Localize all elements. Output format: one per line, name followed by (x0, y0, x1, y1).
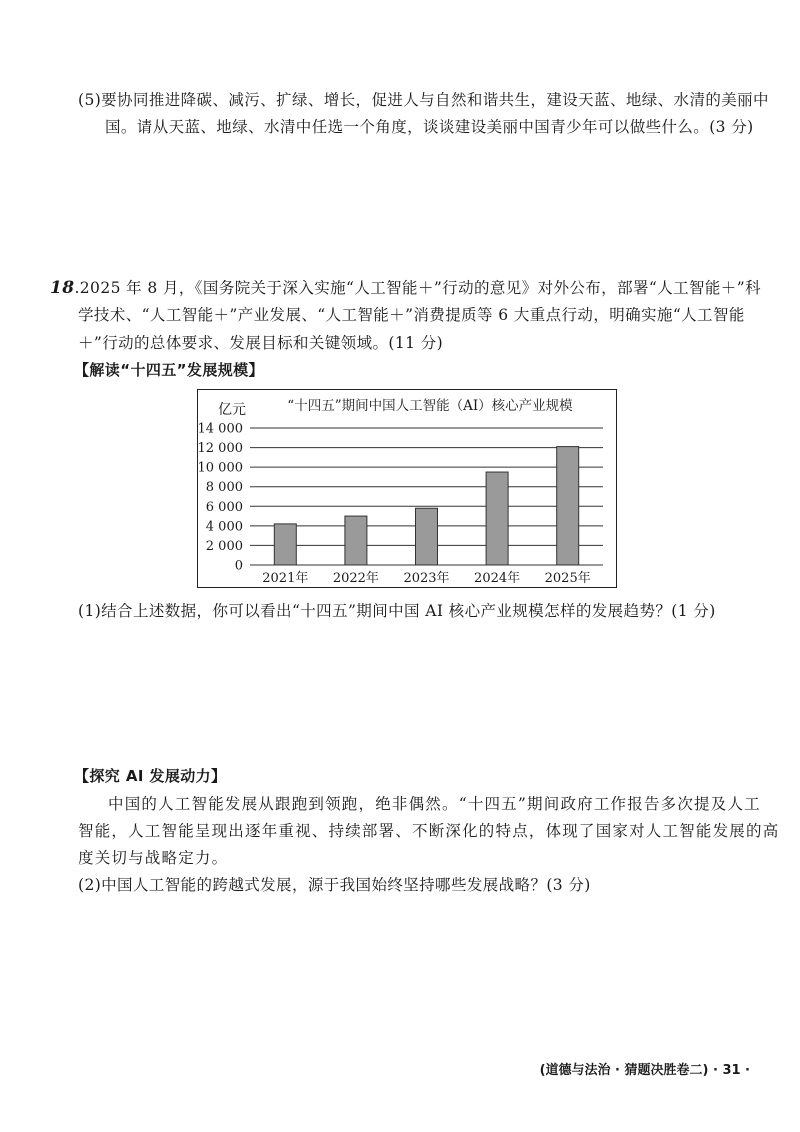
bar (416, 508, 438, 565)
page-footer: (道德与法治 · 猜题决胜卷二) · 31 · (539, 1063, 750, 1078)
chart-canvas (198, 390, 618, 589)
y-tick-label: 2 000 (205, 538, 243, 554)
y-tick-label: 6 000 (205, 499, 243, 515)
y-tick-label: 10 000 (198, 460, 243, 476)
question-number: 18 (50, 278, 75, 298)
section-heading-ai-driving-force: 【探究 AI 发展动力】 (74, 767, 227, 785)
sub-question-2: (2)中国人工智能的跨越式发展，源于我国始终坚持哪些发展战略？(3 分) (78, 876, 591, 894)
q18-line3: ＋”行动的总体要求、发展目标和关键领域。(11 分) (78, 334, 444, 352)
bar (274, 524, 296, 565)
x-tick-label: 2024年 (474, 571, 521, 586)
ai-industry-bar-chart (197, 389, 617, 588)
paragraph-line3: 度关切与战略定力。 (78, 849, 229, 867)
q18-line1 (50, 277, 761, 299)
section-heading-development-scale: 【解读“十四五”发展规模】 (74, 361, 264, 379)
x-tick-label: 2022年 (332, 571, 379, 586)
y-tick-label: 8 000 (205, 480, 243, 496)
q18-line1-text: .2025 年 8 月，《国务院关于深入实施“人工智能＋”行动的意见》对外公布，部署“人工智能＋”科 (74, 279, 761, 297)
bar (345, 516, 367, 565)
paragraph-line2: 智能，人工智能呈现出逐年重视、持续部署、不断深化的特点，体现了国家对人工智能发展的高 (78, 822, 780, 840)
y-axis-label: 亿元 (218, 402, 246, 418)
chart-title: “十四五”期间中国人工智能（AI）核心产业规模 (287, 398, 573, 414)
q18-line2: 学技术、“人工智能＋”产业发展、“人工智能＋”消费提质等 6 大重点行动，明确实施“人工智能 (78, 306, 745, 324)
sub-question-1: (1)结合上述数据，你可以看出“十四五”期间中国 AI 核心产业规模怎样的发展趋势？(1 分) (78, 602, 716, 620)
x-tick-label: 2023年 (403, 571, 450, 586)
y-tick-label: 14 000 (198, 421, 243, 437)
bar (486, 472, 508, 565)
q17-5-line2: 国。请从天蓝、地绿、水清中任选一个角度，谈谈建设美丽中国青少年可以做些什么。(3 分) (105, 118, 754, 136)
y-tick-label: 4 000 (205, 519, 243, 535)
x-tick-label: 2021年 (262, 571, 309, 586)
y-tick-label: 0 (234, 558, 243, 574)
y-tick-label: 12 000 (198, 441, 243, 457)
q17-5-line1: (5)要协同推进降碳、减污、扩绿、增长，促进人与自然和谐共生，建设天蓝、地绿、水清的美丽中 (78, 91, 769, 109)
paragraph-line1: 中国的人工智能发展从跟跑到领跑，绝非偶然。“十四五”期间政府工作报告多次提及人工 (108, 795, 761, 813)
bar (557, 447, 579, 565)
x-tick-label: 2025年 (544, 571, 591, 586)
